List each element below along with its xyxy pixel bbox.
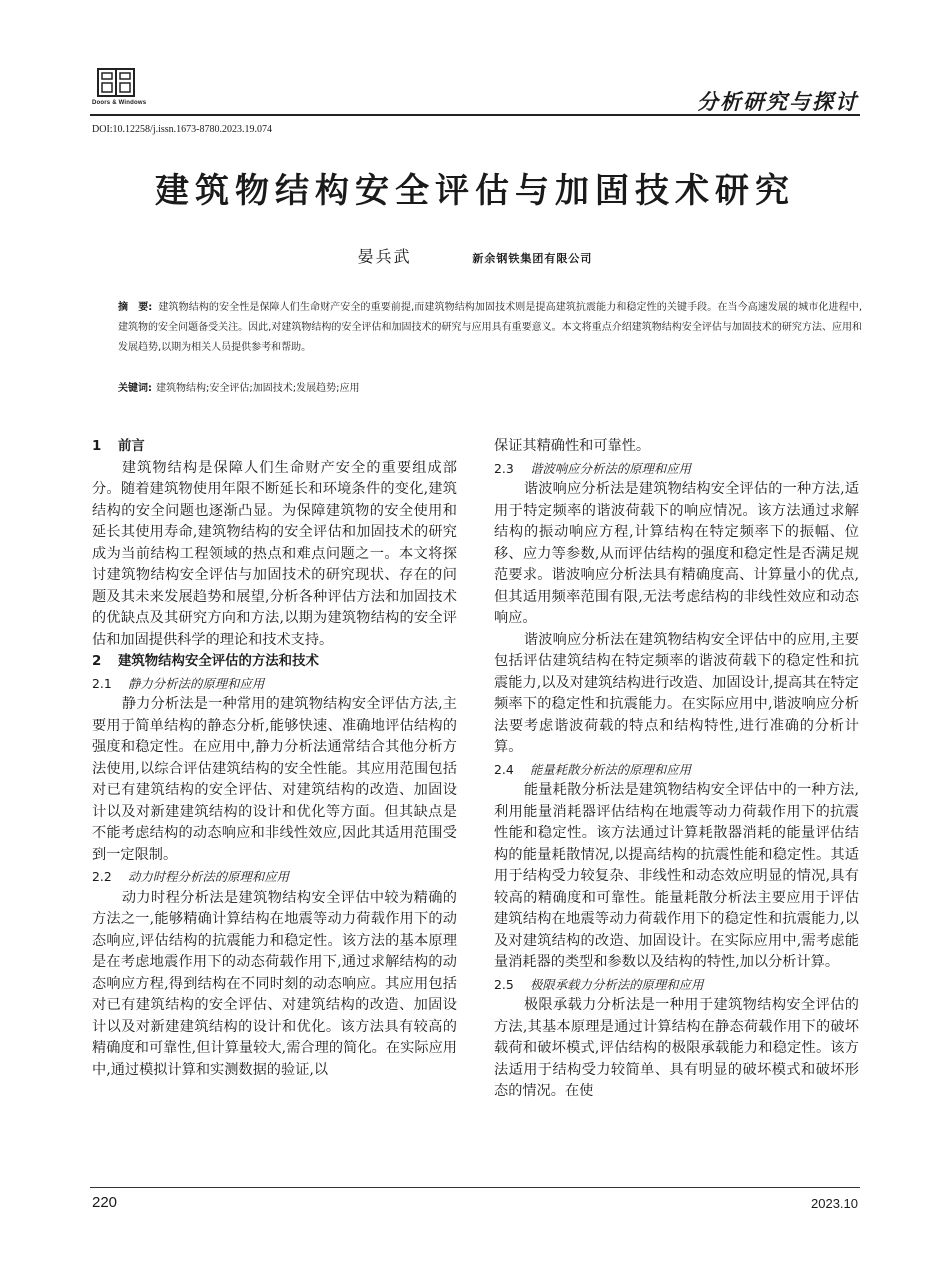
subsection-heading [494,458,859,480]
subsection-number: 2.3 [494,460,514,476]
keywords [118,379,862,399]
subsection-heading [494,974,859,996]
paragraph: 建筑物结构是保障人们生命财产安全的重要组成部分。随着建筑物使用年限不断延长和环境条件的变化,建筑结构的安全问题也逐渐凸显。为保障建筑物的安全使用和延长其使用寿命,建筑物结构的安全评估和加固技术的研究成为当前结构工程领域的热点和难点问题之一。本文将探讨建筑物结构安全评估与加固技术的研究现状、存在的问题及其未来发展趋势和展望,分析各种评估方法和加固技术的优缺点及其研究方向和方法,以期为建筑物结构的安全评估和加固提供科学的理论和技术支持。 [92,459,457,648]
author: 晏兵武 [357,247,412,266]
subsection-number: 2.1 [92,675,112,691]
abstract [118,298,862,358]
paragraph: 谐波响应分析法在建筑物结构安全评估中的应用,主要包括评估建筑结构在特定频率的谐波荷载下的稳定性和抗震能力,以及对建筑结构进行改造、加固设计,提高其在特定频率下的稳定性和抗震能力。在实际应用中,谐波响应分析法要考虑谐波荷载的特点和结构特性,进行准确的分析计算。 [494,631,859,755]
section-heading [92,651,457,673]
logo-text: Doors & Windows [92,100,147,106]
subsection-heading [92,673,457,695]
footer-rule [90,1187,860,1188]
section-heading [92,436,457,458]
keywords-label: 关键词: [118,383,152,394]
paragraph-continued: 保证其精确性和可靠性。 [494,438,651,454]
paragraph: 动力时程分析法是建筑物结构安全评估中较为精确的方法之一,能够精确计算结构在地震等动力荷载作用下的动态响应,评估结构的抗震能力和稳定性。该方法的基本原理是在考虑地震作用下的动态荷载作用下,通过求解结构的动态响应方程,得到结构在不同时刻的动态响应。其应用包括对已有建筑结构的安全评估、对建筑结构的改造、加固设计以及对新建建筑结构的设计和优化。该方法具有较高的精确度和可靠性,但计算量较大,需合理的简化。在实际应用中,通过模拟计算和实测数据的验证,以 [92,889,457,1078]
door-window-icon [96,68,136,98]
subsection-number: 2.4 [494,761,514,777]
subsection-heading [92,866,457,888]
section-tag: 分析研究与探讨 [697,90,858,114]
subsection-title: 谐波响应分析法的原理和应用 [530,460,692,476]
subsection-title: 静力分析法的原理和应用 [128,675,265,691]
keywords-text: 建筑物结构;安全评估;加固技术;发展趋势;应用 [156,383,360,394]
article-title: 建筑物结构安全评估与加固技术研究 [155,171,795,211]
section-title: 前言 [118,439,145,454]
subsection-heading [494,759,859,781]
abstract-text: 建筑物结构的安全性是保障人们生命财产安全的重要前提,而建筑物结构加固技术则是提高建筑抗震能力和稳定性的关键手段。在当今高速发展的城市化进程中,建筑物的安全问题备受关注。因此,对建筑物结构的安全评估和加固技术的研究与应用具有重要意义。本文将重点介绍建筑物结构安全评估与加固技术的研究方法、应用和发展趋势,以期为相关人员提供参考和帮助。 [118,302,862,353]
subsection-number: 2.5 [494,976,514,992]
paragraph: 谐波响应分析法是建筑物结构安全评估的一种方法,适用于特定频率的谐波荷载下的响应情况。该方法通过求解结构的振动响应方程,计算结构在特定频率下的振幅、位移、应力等参数,从而评估结构的强度和稳定性是否满足规范要求。谐波响应分析法具有精确度高、计算量小的优点,但其适用频率范围有限,无法考虑结构的非线性效应和动态响应。 [494,481,859,626]
header-rule [90,114,860,116]
subsection-number: 2.2 [92,869,112,884]
journal-logo [92,68,172,106]
paragraph: 能量耗散分析法是建筑物结构安全评估中的一种方法,利用能量消耗器评估结构在地震等动力荷载作用下的抗震性能和稳定性。该方法通过计算耗散器消耗的能量评估结构的能量耗散情况,以提高结构的抗震性能和稳定性。其适用于结构受力较复杂、非线性和动态效应明显的情况,具有较高的精确度和可靠性。能量耗散分析法主要应用于评估建筑结构在地震等动力荷载作用下的稳定性和抗震能力,以及对建筑结构的改造、加固设计。在实际应用中,需考虑能量消耗器的类型和参数以及结构的特性,加以分析计算。 [494,782,859,970]
section-number: 2 [92,654,102,669]
subsection-title: 动力时程分析法的原理和应用 [128,869,290,884]
paragraph: 静力分析法是一种常用的建筑物结构安全评估方法,主要用于简单结构的静态分析,能够快速、准确地评估结构的强度和稳定性。在应用中,静力分析法通常结合其他分析方法使用,以综合评估建筑结构的安全性能。其应用范围包括对已有建筑结构的安全评估、对建筑结构的改造、加固设计以及对新建建筑结构的设计和优化等方面。但其缺点是不能考虑结构的动态响应和非线性效应,因此其适用范围受到一定限制。 [92,696,457,863]
abstract-label: 摘 要: [118,302,153,313]
column-right [494,436,859,1103]
section-number: 1 [92,439,102,454]
issue-date: 2023.10 [811,1196,858,1211]
affiliation: 新余钢铁集团有限公司 [472,252,593,265]
paragraph: 极限承载力分析法是一种用于建筑物结构安全评估的方法,其基本原理是通过计算结构在静态荷载作用下的破坏载荷和破坏模式,评估结构的极限承载能力和稳定性。该方法适用于结构受力较简单、具有明显的破坏模式和破坏形态的情况。在使 [494,997,859,1099]
subsection-title: 极限承载力分析法的原理和应用 [530,976,704,992]
column-left [92,436,457,1081]
section-title: 建筑物结构安全评估的方法和技术 [118,654,319,669]
page-number: 220 [92,1194,118,1211]
subsection-title: 能量耗散分析法的原理和应用 [530,761,692,777]
byline [0,244,950,267]
doi: DOI:10.12258/j.issn.1673-8780.2023.19.074 [92,124,272,135]
